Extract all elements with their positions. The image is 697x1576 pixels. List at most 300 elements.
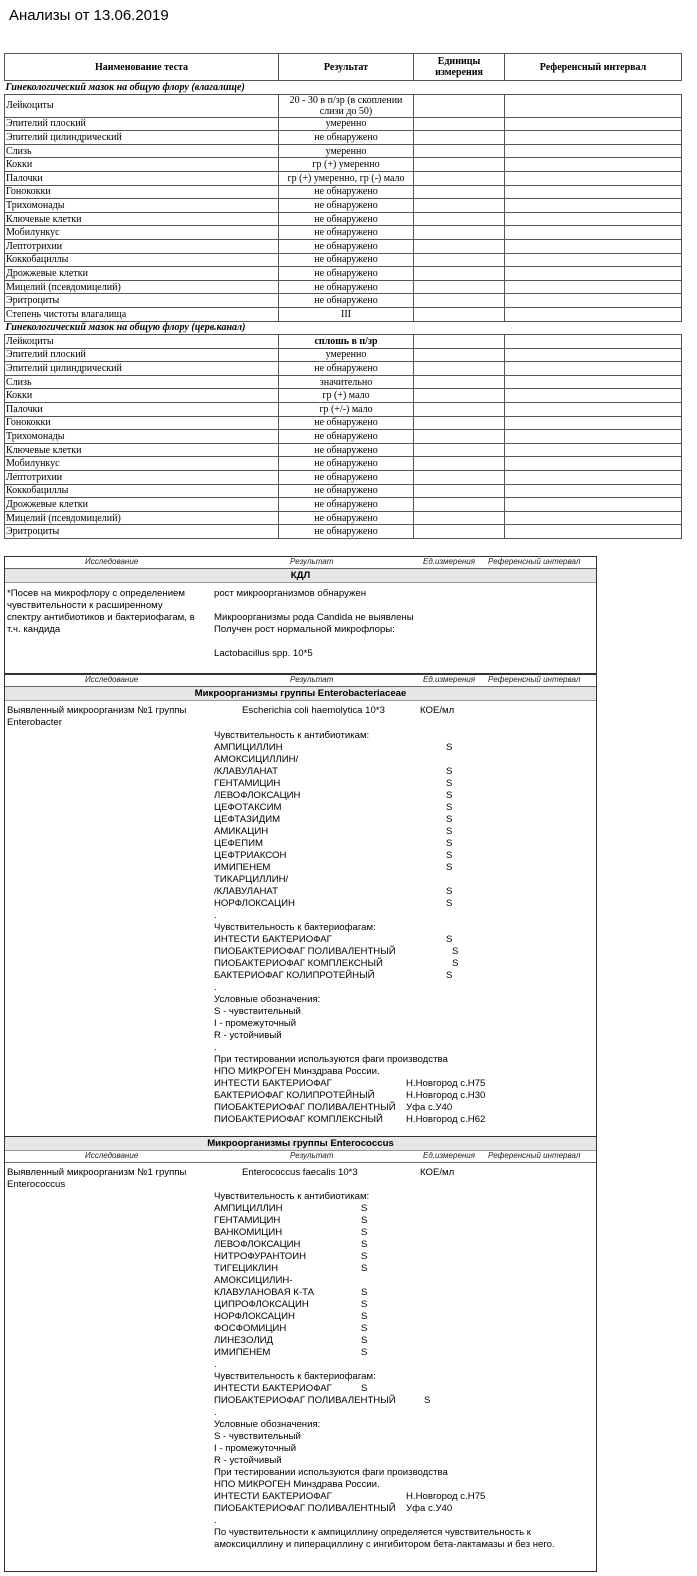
- test-name: Ключевые клетки: [5, 443, 279, 457]
- report-line: [214, 1078, 486, 1090]
- report-line: [214, 1335, 555, 1347]
- line-text: НИТРОФУРАНТОИН: [214, 1251, 307, 1262]
- col-test-name: Наименование теста: [5, 54, 279, 81]
- test-name: Гонококки: [5, 185, 279, 199]
- test-reference: [505, 348, 682, 362]
- header-result: Результат: [290, 675, 334, 684]
- test-reference: [505, 199, 682, 213]
- line-text: R - устойчивый: [214, 1455, 282, 1466]
- test-reference: [505, 212, 682, 226]
- line-value: S: [361, 1203, 368, 1214]
- test-result: III: [279, 307, 414, 321]
- report-line: [214, 1431, 555, 1443]
- test-result: не обнаружено: [279, 267, 414, 281]
- header-reference: Референсный интервал: [488, 1151, 581, 1160]
- line-text: ПИОБАКТЕРИОФАГ КОМПЛЕКСНЫЙ: [214, 958, 383, 969]
- report-line: [214, 1539, 555, 1551]
- line-text: ЛЕВОФЛОКСАЦИН: [214, 1239, 301, 1250]
- test-reference: [505, 253, 682, 267]
- line-text: ИМИПЕНЕМ: [214, 1347, 271, 1358]
- table-row: [5, 267, 682, 281]
- line-value: S: [446, 814, 453, 825]
- test-name: Гонококки: [5, 416, 279, 430]
- report-line: [214, 1191, 555, 1203]
- test-units: [414, 416, 505, 430]
- test-units: [414, 158, 505, 172]
- line-text: ТИГЕЦИКЛИН: [214, 1263, 279, 1274]
- found-organism-label: Выявленный микроорганизм №1 группы Enterobacter: [7, 705, 187, 728]
- line-text: .: [214, 1515, 217, 1526]
- organism-name: Escherichia coli haemolytica 10*3: [242, 705, 385, 716]
- test-name: Кокки: [5, 158, 279, 172]
- test-name: Мобилункус: [5, 457, 279, 471]
- report-line: [214, 1030, 448, 1042]
- table-row: [5, 131, 682, 145]
- organism-units: КОЕ/мл: [420, 1167, 455, 1178]
- enterobacteriaceae-report-box: [4, 674, 597, 1137]
- report-line: [214, 1275, 555, 1287]
- table-row: [5, 185, 682, 199]
- test-reference: [505, 430, 682, 444]
- group-title: Микроорганизмы группы Enterobacteriaceae: [5, 687, 596, 701]
- report-line: [214, 1359, 555, 1371]
- table-row: [5, 484, 682, 498]
- test-result: умеренно: [279, 348, 414, 362]
- line-text: НОРФЛОКСАЦИН: [214, 898, 295, 909]
- table-row: [5, 335, 682, 349]
- report-line: [214, 922, 448, 934]
- test-result: не обнаружено: [279, 199, 414, 213]
- report-line: [214, 1467, 555, 1479]
- test-units: [414, 185, 505, 199]
- line-text: .: [214, 1407, 217, 1418]
- line-text: /КЛАВУЛАНАТ: [214, 886, 278, 897]
- line-value: Уфа с.У40: [406, 1102, 453, 1113]
- test-name: Лептотрихии: [5, 471, 279, 485]
- report-line: [214, 1251, 555, 1263]
- table-row: [5, 430, 682, 444]
- line-text: АМПИЦИЛЛИН: [214, 1203, 283, 1214]
- line-value: S: [361, 1263, 368, 1274]
- line-value: Н.Новгород с.Н30: [406, 1090, 486, 1101]
- line-text: АМОКСИЦИЛИН-: [214, 1275, 293, 1286]
- line-text: Условные обозначения:: [214, 1419, 321, 1430]
- line-value: S: [452, 958, 459, 969]
- section-title: Гинекологический мазок на общую флору (влагалище): [5, 81, 682, 95]
- test-reference: [505, 443, 682, 457]
- line-text: По чувствительности к ампициллину определяется чувствительность к: [214, 1527, 531, 1538]
- test-reference: [505, 117, 682, 131]
- line-text: ФОСФОМИЦИН: [214, 1323, 287, 1334]
- line-value: S: [424, 1395, 431, 1406]
- table-row: [5, 525, 682, 539]
- test-reference: [505, 335, 682, 349]
- table-row: [5, 307, 682, 321]
- line-value: S: [452, 946, 459, 957]
- report-line: [214, 1102, 453, 1114]
- organism-units: КОЕ/мл: [420, 705, 455, 716]
- report-line: [214, 1395, 555, 1407]
- test-units: [414, 239, 505, 253]
- line-text: ГЕНТАМИЦИН: [214, 778, 281, 789]
- report-line: [214, 778, 453, 790]
- test-result: не обнаружено: [279, 280, 414, 294]
- line-value: S: [361, 1227, 368, 1238]
- test-reference: [505, 457, 682, 471]
- line-value: S: [361, 1299, 368, 1310]
- test-units: [414, 144, 505, 158]
- report-line: [214, 814, 453, 826]
- table-row: [5, 199, 682, 213]
- line-text: ЦЕФОТАКСИМ: [214, 802, 282, 813]
- test-units: [414, 389, 505, 403]
- line-text: ИМИПЕНЕМ: [214, 862, 271, 873]
- report-line: [214, 982, 448, 994]
- line-text: амоксициллину и пиперациллину с ингибитором бета-лактамазы и без него.: [214, 1539, 555, 1550]
- report-line: [214, 862, 453, 874]
- line-text: Условные обозначения:: [214, 994, 321, 1005]
- line-value: S: [446, 766, 453, 777]
- report-line: [214, 754, 448, 766]
- page-title: Анализы от 13.06.2019: [9, 7, 169, 24]
- line-value: S: [361, 1287, 368, 1298]
- report-line: [214, 1311, 555, 1323]
- test-name: Кокки: [5, 389, 279, 403]
- line-text: БАКТЕРИОФАГ КОЛИПРОТЕЙНЫЙ: [214, 970, 375, 981]
- test-reference: [505, 525, 682, 539]
- test-result: умеренно: [279, 117, 414, 131]
- test-result: гр (+/-) мало: [279, 403, 414, 417]
- line-text: КЛАВУЛАНОВАЯ К-ТА: [214, 1287, 315, 1298]
- test-units: [414, 348, 505, 362]
- sensitivity-list: [214, 1191, 555, 1551]
- test-reference: [505, 484, 682, 498]
- table-row: [5, 403, 682, 417]
- line-text: При тестировании используются фаги производства: [214, 1467, 448, 1478]
- report-line: [214, 790, 453, 802]
- test-name: Коккобациллы: [5, 484, 279, 498]
- test-name: Мицелий (псевдомицелий): [5, 280, 279, 294]
- line-text: ПИОБАКТЕРИОФАГ ПОЛИВАЛЕНТНЫЙ: [214, 946, 396, 957]
- test-name: Лептотрихии: [5, 239, 279, 253]
- section-header: [5, 321, 682, 335]
- test-name: Эпителий плоский: [5, 117, 279, 131]
- test-result: не обнаружено: [279, 212, 414, 226]
- line-value: S: [446, 838, 453, 849]
- line-text: ВАНКОМИЦИН: [214, 1227, 283, 1238]
- table-row: [5, 144, 682, 158]
- line-text: R - устойчивый: [214, 1030, 282, 1041]
- line-value: S: [361, 1239, 368, 1250]
- test-reference: [505, 144, 682, 158]
- group-title: КДЛ: [5, 569, 596, 583]
- test-reference: [505, 294, 682, 308]
- report-line: [214, 1503, 555, 1515]
- line-text: Чувствительность к бактериофагам:: [214, 1371, 376, 1382]
- table-row: [5, 171, 682, 185]
- line-text: .: [214, 982, 217, 993]
- test-result: не обнаружено: [279, 471, 414, 485]
- test-result: не обнаружено: [279, 294, 414, 308]
- test-result: не обнаружено: [279, 498, 414, 512]
- report-line: [214, 1323, 555, 1335]
- test-reference: [505, 226, 682, 240]
- report-line: [214, 1263, 555, 1275]
- smear-table: [4, 53, 682, 539]
- line-text: ГЕНТАМИЦИН: [214, 1215, 281, 1226]
- report-line: [214, 874, 448, 886]
- line-text: S - чувствительный: [214, 1431, 301, 1442]
- test-name: Дрожжевые клетки: [5, 498, 279, 512]
- line-value: S: [361, 1335, 368, 1346]
- report-line: [214, 766, 453, 778]
- test-name: Лейкоциты: [5, 335, 279, 349]
- line-text: ПИОБАКТЕРИОФАГ ПОЛИВАЛЕНТНЫЙ: [214, 1395, 396, 1406]
- table-header-row: [5, 54, 682, 81]
- line-text: ЛЕВОФЛОКСАЦИН: [214, 790, 301, 801]
- table-row: [5, 457, 682, 471]
- header-units: Ед.измерения: [423, 557, 476, 566]
- line-text: ЦЕФЕПИМ: [214, 838, 263, 849]
- report-header: [5, 557, 596, 569]
- header-result: Результат: [290, 1151, 334, 1160]
- test-name: Эритроциты: [5, 294, 279, 308]
- test-name: Степень чистоты влагалища: [5, 307, 279, 321]
- report-line: [214, 1239, 555, 1251]
- line-text: ИНТЕСТИ БАКТЕРИОФАГ: [214, 1491, 332, 1502]
- test-result: не обнаружено: [279, 131, 414, 145]
- test-result: не обнаружено: [279, 362, 414, 376]
- line-value: S: [446, 826, 453, 837]
- line-value: S: [446, 886, 453, 897]
- line-text: ПИОБАКТЕРИОФАГ КОМПЛЕКСНЫЙ: [214, 1114, 383, 1125]
- test-name: Эпителий цилиндрический: [5, 131, 279, 145]
- line-text: /КЛАВУЛАНАТ: [214, 766, 278, 777]
- test-reference: [505, 280, 682, 294]
- test-units: [414, 471, 505, 485]
- test-units: [414, 267, 505, 281]
- report-line: [214, 1515, 555, 1527]
- report-line: [214, 730, 448, 742]
- test-reference: [505, 185, 682, 199]
- report-line: [214, 1006, 448, 1018]
- line-value: S: [361, 1383, 368, 1394]
- test-result: не обнаружено: [279, 443, 414, 457]
- test-units: [414, 199, 505, 213]
- test-name: Эритроциты: [5, 525, 279, 539]
- line-text: АМИКАЦИН: [214, 826, 269, 837]
- test-units: [414, 253, 505, 267]
- test-reference: [505, 389, 682, 403]
- report-line: [214, 1407, 555, 1419]
- table-row: [5, 511, 682, 525]
- report-line: [214, 802, 453, 814]
- report-line: [214, 1215, 555, 1227]
- report-line: [214, 1203, 555, 1215]
- test-result: рост микроорганизмов обнаружен Микроорганизмы рода Candida не выявлены Получен рост нормальной микрофлоры: Lactobacillus spp. 10*5: [214, 588, 414, 659]
- found-organism-label: Выявленный микроорганизм №1 группы Enterococcus: [7, 1167, 187, 1190]
- test-units: [414, 457, 505, 471]
- test-reference: [505, 471, 682, 485]
- test-units: [414, 362, 505, 376]
- table-row: [5, 226, 682, 240]
- report-line: [214, 1090, 486, 1102]
- report-header: [5, 1151, 596, 1163]
- header-reference: Референсный интервал: [488, 557, 581, 566]
- header-study: Исследование: [85, 1151, 139, 1160]
- header-units: Ед.измерения: [423, 1151, 476, 1160]
- test-name: Палочки: [5, 403, 279, 417]
- table-row: [5, 158, 682, 172]
- col-result: Результат: [279, 54, 414, 81]
- test-reference: [505, 498, 682, 512]
- table-row: [5, 416, 682, 430]
- report-line: [214, 1479, 555, 1491]
- test-units: [414, 294, 505, 308]
- report-line: [214, 850, 453, 862]
- report-line: [214, 1371, 555, 1383]
- test-reference: [505, 511, 682, 525]
- report-line: [214, 898, 453, 910]
- test-result: не обнаружено: [279, 226, 414, 240]
- line-text: ИНТЕСТИ БАКТЕРИОФАГ: [214, 934, 332, 945]
- table-row: [5, 239, 682, 253]
- report-line: [214, 1287, 555, 1299]
- line-value: Уфа с.У40: [406, 1503, 453, 1514]
- report-line: [214, 1347, 555, 1359]
- report-line: [214, 994, 448, 1006]
- line-text: I - промежуточный: [214, 1443, 297, 1454]
- report-header: [5, 675, 596, 687]
- line-value: S: [361, 1251, 368, 1262]
- header-units: Ед.измерения: [423, 675, 476, 684]
- line-text: ЦИПРОФЛОКСАЦИН: [214, 1299, 309, 1310]
- report-line: [214, 1066, 448, 1078]
- report-line: [214, 1383, 555, 1395]
- table-row: [5, 348, 682, 362]
- table-row: [5, 375, 682, 389]
- test-result: умеренно: [279, 144, 414, 158]
- report-line: [214, 970, 453, 982]
- header-result: Результат: [290, 557, 334, 566]
- report-line: [214, 1419, 555, 1431]
- test-units: [414, 443, 505, 457]
- test-result: не обнаружено: [279, 185, 414, 199]
- test-name: Трихомонады: [5, 199, 279, 213]
- line-text: .: [214, 910, 217, 921]
- table-row: [5, 471, 682, 485]
- test-name: Мобилункус: [5, 226, 279, 240]
- test-reference: [505, 239, 682, 253]
- col-units: Единицы измерения: [414, 54, 505, 81]
- test-units: [414, 117, 505, 131]
- organism-name: Enterococcus faecalis 10*3: [242, 1167, 358, 1178]
- test-result: не обнаружено: [279, 457, 414, 471]
- report-line: [214, 1054, 448, 1066]
- test-name: Трихомонады: [5, 430, 279, 444]
- line-text: .: [214, 1359, 217, 1370]
- test-reference: [505, 171, 682, 185]
- line-text: ПИОБАКТЕРИОФАГ ПОЛИВАЛЕНТНЫЙ: [214, 1503, 396, 1514]
- line-value: S: [446, 970, 453, 981]
- line-text: НПО МИКРОГЕН Минздрава России.: [214, 1479, 380, 1490]
- test-name: Ключевые клетки: [5, 212, 279, 226]
- line-text: .: [214, 1042, 217, 1053]
- line-text: ЦЕФТРИАКСОН: [214, 850, 287, 861]
- test-units: [414, 430, 505, 444]
- line-text: При тестировании используются фаги производства: [214, 1054, 448, 1065]
- enterococcus-report-box: [4, 1136, 597, 1572]
- test-result: не обнаружено: [279, 525, 414, 539]
- table-row: [5, 443, 682, 457]
- table-row: [5, 94, 682, 117]
- test-name: Эпителий цилиндрический: [5, 362, 279, 376]
- test-reference: [505, 158, 682, 172]
- report-line: [214, 1018, 448, 1030]
- col-reference: Референсный интервал: [505, 54, 682, 81]
- test-name: Эпителий плоский: [5, 348, 279, 362]
- test-units: [414, 403, 505, 417]
- line-value: S: [446, 778, 453, 789]
- line-text: АМПИЦИЛЛИН: [214, 742, 283, 753]
- test-result: сплошь в п/зр: [279, 335, 414, 349]
- test-result: не обнаружено: [279, 416, 414, 430]
- test-result: значительно: [279, 375, 414, 389]
- test-name: Палочки: [5, 171, 279, 185]
- line-text: ЦЕФТАЗИДИМ: [214, 814, 281, 825]
- line-text: ЛИНЕЗОЛИД: [214, 1335, 274, 1346]
- line-text: S - чувствительный: [214, 1006, 301, 1017]
- header-study: Исследование: [85, 675, 139, 684]
- test-reference: [505, 375, 682, 389]
- report-line: [214, 886, 453, 898]
- line-value: S: [361, 1323, 368, 1334]
- report-line: [214, 1299, 555, 1311]
- line-text: НПО МИКРОГЕН Минздрава России.: [214, 1066, 380, 1077]
- table-row: [5, 117, 682, 131]
- test-reference: [505, 94, 682, 117]
- test-name: Мицелий (псевдомицелий): [5, 511, 279, 525]
- table-row: [5, 362, 682, 376]
- header-reference: Референсный интервал: [488, 675, 581, 684]
- report-line: [214, 1455, 555, 1467]
- test-units: [414, 280, 505, 294]
- test-name: Слизь: [5, 375, 279, 389]
- test-result: не обнаружено: [279, 511, 414, 525]
- table-row: [5, 389, 682, 403]
- report-line: [214, 826, 453, 838]
- test-result: не обнаружено: [279, 239, 414, 253]
- test-units: [414, 226, 505, 240]
- test-name: Лейкоциты: [5, 94, 279, 117]
- sensitivity-list: [214, 730, 486, 1126]
- line-value: Н.Новгород с.Н75: [406, 1078, 486, 1089]
- test-result: не обнаружено: [279, 253, 414, 267]
- report-line: [214, 1443, 555, 1455]
- test-reference: [505, 131, 682, 145]
- test-name: Слизь: [5, 144, 279, 158]
- test-reference: [505, 403, 682, 417]
- table-row: [5, 280, 682, 294]
- test-result: 20 - 30 в п/зр (в скоплении слизи до 50): [279, 94, 414, 117]
- line-value: S: [446, 742, 453, 753]
- test-result: гр (+) умеренно: [279, 158, 414, 172]
- test-name: Коккобациллы: [5, 253, 279, 267]
- line-value: Н.Новгород с.Н75: [406, 1491, 486, 1502]
- report-line: [214, 1114, 486, 1126]
- test-units: [414, 307, 505, 321]
- report-line: [214, 934, 453, 946]
